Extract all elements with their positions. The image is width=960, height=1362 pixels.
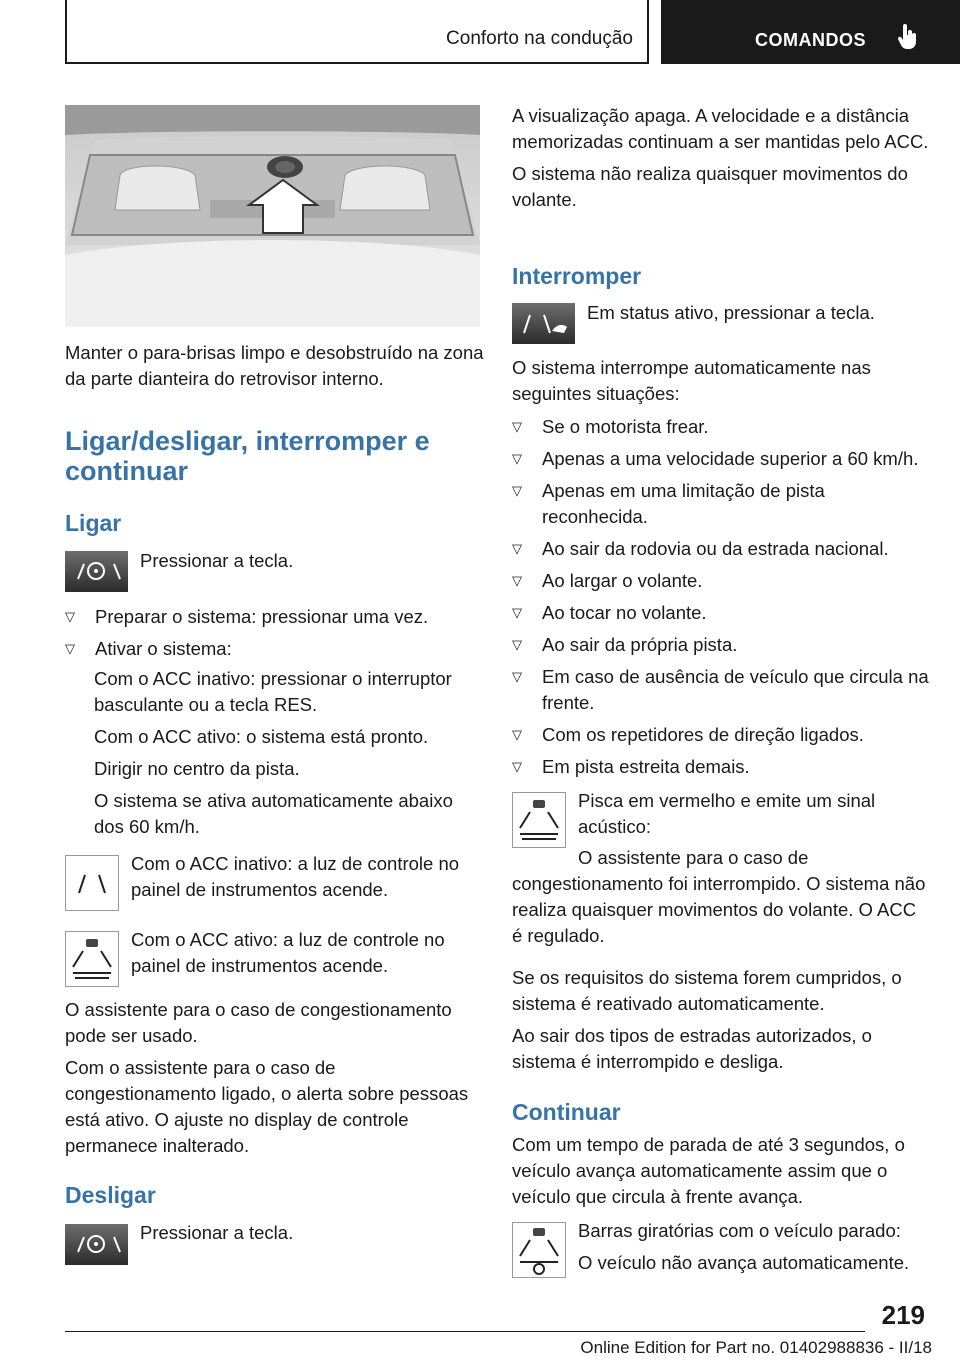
triangle-bullet-icon: ▽: [512, 419, 522, 434]
heading-interromper: Interromper: [512, 263, 642, 289]
steering-assist-button-icon: [65, 551, 128, 592]
list-item: ▽ Apenas em uma limitação de pista reconhecida.: [512, 480, 825, 527]
steering-assist-button-icon: [65, 1224, 128, 1265]
triangle-bullet-icon: ▽: [512, 669, 522, 684]
triangle-bullet-icon: ▽: [512, 605, 522, 620]
section-heading-line-2: continuar: [65, 456, 189, 486]
triangle-bullet-icon: ▽: [512, 483, 522, 498]
paragraph: O assistente para o caso de congestionamento pode ser usado.: [65, 999, 452, 1046]
section-heading-line-1: Ligar/desligar, interromper e: [65, 426, 430, 456]
page-number: 219: [881, 1300, 925, 1330]
heading-continuar: Continuar: [512, 1099, 621, 1125]
list-item: ▽ Ativar o sistema:: [65, 636, 475, 662]
rotating-bars-icon: [512, 1222, 566, 1278]
triangle-bullet-icon: ▽: [512, 451, 522, 466]
interromper-press-key-text: Em status ativo, pressionar a tecla.: [587, 302, 875, 323]
paragraph: A visualização apaga. A velocidade e a distância memorizadas continuam a ser mantidas pelo ACC.: [512, 105, 929, 152]
acc-active-text: Com o ACC ativo: a luz de controle no painel de instrumentos acende.: [131, 929, 445, 976]
triangle-bullet-icon: ▽: [65, 609, 75, 624]
footer-edition: Online Edition for Part no. 01402988836 - II/18: [580, 1338, 932, 1357]
list-item: ▽ Ao sair da rodovia ou da estrada nacional.: [512, 536, 930, 562]
paragraph: O sistema interrompe automaticamente nas seguintes situações:: [512, 357, 871, 404]
header-chapter-tab: [661, 0, 960, 64]
list-item: ▽ Se o motorista frear.: [512, 414, 930, 440]
sub-paragraph: Com o ACC ativo: o sistema está pronto.: [94, 726, 429, 747]
windshield-mirror-photo: [65, 105, 480, 327]
triangle-bullet-icon: ▽: [512, 759, 522, 774]
list-item: ▽ Preparar o sistema: pressionar uma vez.: [65, 604, 475, 630]
lane-lines-indicator-icon: [65, 855, 119, 911]
triangle-bullet-icon: ▽: [512, 541, 522, 556]
triangle-bullet-icon: ▽: [512, 637, 522, 652]
ligar-press-key-text: Pressionar a tecla.: [140, 550, 294, 571]
paragraph: O sistema não realiza quaisquer movimentos do volante.: [512, 163, 908, 210]
hand-pointer-icon: [897, 24, 919, 50]
lane-assist-red-icon: [512, 792, 566, 848]
list-item: ▽ Em pista estreita demais.: [512, 754, 930, 780]
list-item: ▽ Apenas a uma velocidade superior a 60 km/h.: [512, 446, 930, 472]
rotating-bars-text: Barras giratórias com o veículo parado:: [578, 1220, 901, 1241]
paragraph: O assistente para o caso de congestionamento foi interrompido. O sistema não realiza quaisquer movimentos do volante. O ACC é regulado.: [512, 847, 926, 946]
heading-ligar: Ligar: [65, 510, 122, 536]
sub-paragraph: Dirigir no centro da pista.: [94, 758, 300, 779]
sub-paragraph: Com o ACC inativo: pressionar o interruptor basculante ou a tecla RES.: [94, 668, 452, 715]
list-item: ▽ Ao tocar no volante.: [512, 600, 930, 626]
heading-desligar: Desligar: [65, 1182, 156, 1208]
photo-caption: Manter o para-brisas limpo e desobstruído na zona da parte dianteira do retrovisor interno.: [65, 342, 484, 389]
header-section-title: Conforto na condução: [446, 28, 633, 49]
triangle-bullet-icon: ▽: [65, 641, 75, 656]
paragraph: Ao sair dos tipos de estradas autorizados, o sistema é interrompido e desliga.: [512, 1025, 872, 1072]
list-item: ▽ Ao sair da própria pista.: [512, 632, 930, 658]
acc-inactive-text: Com o ACC inativo: a luz de controle no painel de instrumentos acende.: [131, 853, 460, 900]
header-chapter-label: COMANDOS: [755, 30, 866, 50]
list-item: ▽ Ao largar o volante.: [512, 568, 930, 594]
desligar-press-key-text: Pressionar a tecla.: [140, 1222, 294, 1243]
paragraph: Com o assistente para o caso de congestionamento ligado, o alerta sobre pessoas está ativo. O ajuste no display de controle permanece inalterado.: [65, 1057, 469, 1156]
rotating-bars-text-2: O veículo não avança automaticamente.: [578, 1252, 910, 1273]
red-indicator-text: Pisca em vermelho e emite um sinal acústico:: [578, 790, 876, 837]
triangle-bullet-icon: ▽: [512, 727, 522, 742]
list-item: ▽ Com os repetidores de direção ligados.: [512, 722, 930, 748]
triangle-bullet-icon: ▽: [512, 573, 522, 588]
steering-hand-button-icon: [512, 303, 575, 344]
sub-paragraph: O sistema se ativa automaticamente abaixo dos 60 km/h.: [94, 790, 453, 837]
paragraph: Se os requisitos do sistema forem cumpridos, o sistema é reativado automaticamente.: [512, 967, 902, 1014]
footer-divider: [65, 1331, 865, 1332]
list-item: ▽ Em caso de ausência de veículo que circula na frente.: [512, 666, 929, 713]
lane-assist-car-icon: [65, 931, 119, 987]
header-section-box: [65, 0, 649, 64]
paragraph: Com um tempo de parada de até 3 segundos, o veículo avança automaticamente assim que o veículo que circula à frente avança.: [512, 1134, 905, 1207]
